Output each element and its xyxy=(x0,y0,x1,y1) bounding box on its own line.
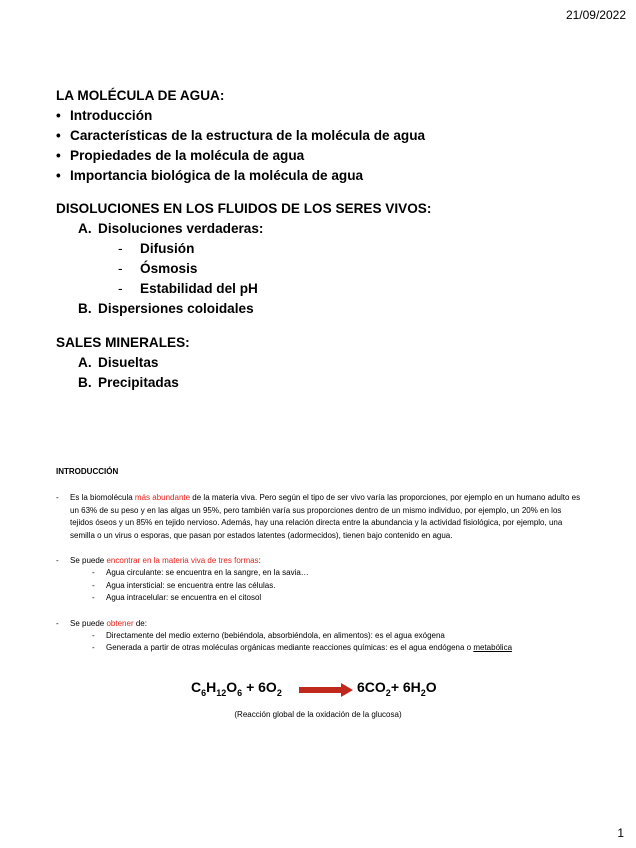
section-water xyxy=(56,86,626,186)
list-item: • Introducción xyxy=(56,106,626,126)
list-item: - Estabilidad del pH xyxy=(118,279,626,299)
underlined-term: metabólica xyxy=(473,643,513,653)
intro-notes xyxy=(56,466,584,668)
dash-marker: - xyxy=(56,493,59,503)
paragraph-text: de: xyxy=(133,618,147,628)
intro-paragraph-abundance xyxy=(56,492,584,542)
equation-caption: (Reacción global de la oxidación de la glucosa) xyxy=(234,710,402,719)
section-title-salts: SALES MINERALES: xyxy=(56,335,190,350)
section-title-water: LA MOLÉCULA DE AGUA: xyxy=(56,88,225,103)
formula-part: O xyxy=(226,679,238,695)
reaction-arrow-icon xyxy=(299,683,353,697)
slide-date: 21/09/2022 xyxy=(565,8,626,22)
list-item xyxy=(78,299,626,319)
forms-list xyxy=(70,567,584,604)
equation-products xyxy=(357,679,437,698)
salts-list xyxy=(56,353,626,393)
section-salts xyxy=(56,333,626,393)
highlight-text: encontrar en la materia viva de tres formas xyxy=(106,556,259,566)
paragraph-text: Se puede xyxy=(70,618,107,628)
slide-outline xyxy=(56,86,626,393)
formula-part: + 6H xyxy=(390,679,421,695)
list-item: • Características de la estructura de la molécula de agua xyxy=(56,126,626,146)
section-solutions xyxy=(56,199,626,319)
intro-paragraph-obtain xyxy=(56,618,584,655)
equation-reactants xyxy=(191,679,282,698)
list-item xyxy=(78,373,626,393)
list-marker: A. xyxy=(78,355,92,370)
sublist xyxy=(98,239,626,299)
formula-part: + 6O xyxy=(242,679,277,695)
highlight-text: obtener xyxy=(106,618,134,628)
formula-subscript: 2 xyxy=(385,687,391,698)
list-item: - Agua circulante: se encuentra en la sangre, en la savia… xyxy=(92,567,584,579)
list-item: - Difusión xyxy=(118,239,626,259)
list-item-label: Precipitadas xyxy=(98,375,179,390)
formula-part: H xyxy=(206,679,217,695)
formula-part: 6CO xyxy=(357,679,386,695)
list-item-label: Disueltas xyxy=(98,355,159,370)
formula-subscript: 2 xyxy=(420,687,426,698)
list-item: - Agua intracelular: se encuentra en el citosol xyxy=(92,592,584,604)
list-item: • Importancia biológica de la molécula de agua xyxy=(56,166,626,186)
obtain-list xyxy=(70,630,584,655)
formula-subscript: 12 xyxy=(216,687,227,698)
list-item-label: Disoluciones verdaderas: xyxy=(98,221,264,236)
intro-paragraph-forms xyxy=(56,555,584,605)
section-title-solutions: DISOLUCIONES EN LOS FLUIDOS DE LOS SERES VIVOS: xyxy=(56,201,432,216)
formula-subscript: 6 xyxy=(237,687,243,698)
list-item: • Propiedades de la molécula de agua xyxy=(56,146,626,166)
intro-title: INTRODUCCIÓN xyxy=(56,467,119,476)
list-item xyxy=(78,353,626,373)
list-item: - Agua intersticial: se encuentra entre las células. xyxy=(92,580,584,592)
list-marker: A. xyxy=(78,221,92,236)
list-item: - Directamente del medio externo (bebiéndola, absorbiéndola, en alimentos): es el agua exógena xyxy=(92,630,584,642)
list-marker: B. xyxy=(78,375,92,390)
list-item xyxy=(92,642,584,654)
solutions-list xyxy=(56,219,626,319)
list-item: - Ósmosis xyxy=(118,259,626,279)
paragraph-text: Se puede xyxy=(70,556,107,566)
formula-part: C xyxy=(191,679,202,695)
paragraph-text: de la materia viva. Pero según el tipo de ser vivo varía las proporciones, por ejemplo en un humano adulto es un 63% de su peso y en las algas un 95%, pero también varía sus proporciones dentro de un mismo individuo, por ejemplo, un 20% en los tejidos óseos y un 85% en tejido nervioso. Además, hay una relación directa entre la abundancia y la actividad fisiológica, por ejemplo, una semilla o un virus o esporas, que pasan por estados latentes (adormecidos), tienen bajo contenido en agua. xyxy=(70,493,581,540)
glucose-oxidation-equation xyxy=(0,679,636,701)
paragraph-text: Es la biomolécula xyxy=(70,493,135,503)
dash-marker: - xyxy=(56,618,59,628)
formula-part: O xyxy=(425,679,437,695)
dash-marker: - xyxy=(56,556,59,566)
water-topics-list xyxy=(56,106,626,186)
highlight-text: más abundante xyxy=(134,493,191,503)
formula-subscript: 6 xyxy=(201,687,207,698)
list-item xyxy=(78,219,626,299)
list-item-label: Dispersiones coloidales xyxy=(98,301,254,316)
list-item-text: Generada a partir de otras moléculas orgánicas mediante reacciones químicas: es el agua endógena o xyxy=(106,643,474,653)
formula-subscript: 2 xyxy=(276,687,282,698)
paragraph-text: : xyxy=(258,556,261,566)
list-marker: B. xyxy=(78,301,92,316)
page-number: 1 xyxy=(617,826,624,840)
